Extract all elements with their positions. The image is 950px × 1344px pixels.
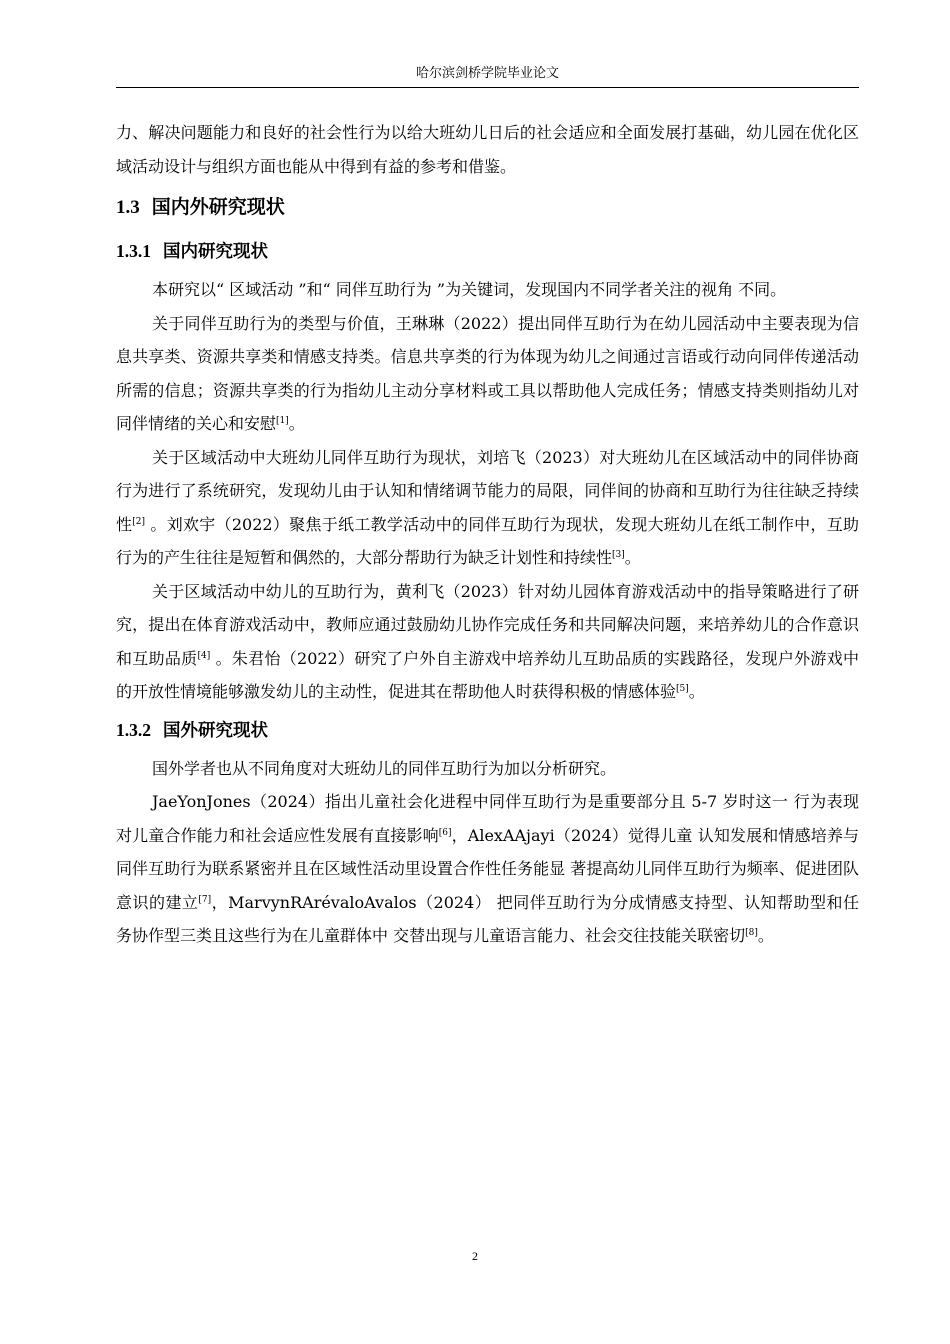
paragraph-text: 关于区域活动中大班幼儿同伴互助行为现状，刘培飞（2023）对大班幼儿在区域活动中的同伴协商行为进行了系统研究，发现幼儿由于认知和情绪调节能力的局限，同伴间的协商和互助行为往往缺乏持续性	[116, 447, 859, 534]
paragraph-keywords: 本研究以“ 区域活动 ”和“ 同伴互助行为 ”为关键词，发现国内不同学者关注的视角 不同。	[152, 280, 787, 299]
page-body	[116, 116, 859, 953]
citation-ref: [3]	[612, 550, 625, 560]
section-title: 国内外研究现状	[151, 196, 285, 218]
citation-ref: [8]	[745, 928, 758, 938]
paragraph-text: ，AlexAAjayi（2024）觉得儿童 认知发展和情感培养与同伴互助行为联系紧密并且在区域性活动里设置合作性任务能显 著提高幼儿同伴互助行为频率、促进团队意识的建立	[116, 825, 859, 912]
paragraph-text: 。朱君怡（2022）研究了户外自主游戏中培养幼儿互助品质的实践路径，发现户外游戏中的开放性情境能够激发幼儿的主动性，促进其在帮助他人时获得积极的情感体验	[116, 648, 859, 701]
paragraph-text: 关于同伴互助行为的类型与价值，王琳琳（2022）提出同伴互助行为在幼儿园活动中主要表现为信息共享类、资源共享类和情感支持类。信息共享类的行为体现为幼儿之间通过言语或行动向同伴传递活动所需的信息；资源共享类的行为指幼儿主动分享材料或工具以帮助他人完成任务；情感支持类则指幼儿对同伴情绪的关心和安慰	[116, 313, 859, 433]
paragraph-text: 。	[624, 548, 641, 567]
paragraph-text: 。	[288, 414, 305, 433]
citation-ref: [6]	[438, 827, 452, 838]
subsection-number: 1.3.2	[116, 719, 151, 740]
section-heading-1-3	[116, 185, 859, 230]
page-header	[116, 64, 859, 84]
subsection-heading-1-3-2	[116, 709, 859, 752]
subsection-heading-1-3-1	[116, 230, 859, 273]
paragraph-text: JaeYonJones（2024）指出儿童社会化进程中同伴互助行为是重要部分且 5-7 岁时这一 行为表现对儿童合作能力和社会适应性发展有直接影响	[116, 792, 859, 845]
paragraph-type-value	[116, 307, 859, 441]
citation-ref: [4]	[197, 650, 211, 661]
citation-ref: [1]	[276, 416, 289, 426]
paragraph-status	[116, 441, 859, 575]
paragraph-text: 。	[757, 926, 774, 945]
header-rule	[116, 87, 859, 88]
subsection-title: 国外研究现状	[163, 720, 268, 741]
citation-ref: [5]	[676, 684, 689, 694]
paragraph-continuation: 力、解决问题能力和良好的社会性行为以给大班幼儿日后的社会适应和全面发展打基础，幼儿园在优化区域活动设计与组织方面也能从中得到有益的参考和借鉴。	[116, 123, 859, 176]
page-footer	[0, 1248, 950, 1264]
citation-ref: [7]	[198, 894, 212, 905]
section-number: 1.3	[116, 197, 140, 218]
paragraph-text: 。	[688, 682, 705, 701]
citation-ref: [2]	[132, 516, 146, 527]
subsection-number: 1.3.1	[116, 241, 151, 261]
paragraph-foreign-intro: 国外学者也从不同角度对大班幼儿的同伴互助行为加以分析研究。	[152, 758, 617, 778]
subsection-title: 国内研究现状	[163, 242, 268, 262]
paragraph-text: 。刘欢宇（2022）聚焦于纸工教学活动中的同伴互助行为现状，发现大班幼儿在纸工制作中，互助行为的产生往往是短暂和偶然的，大部分帮助行为缺乏计划性和持续性	[116, 514, 859, 567]
paragraph-text: 关于区域活动中幼儿的互助行为，黄利飞（2023）针对幼儿园体育游戏活动中的指导策略进行了研究，提出在体育游戏活动中，教师应通过鼓励幼儿协作完成任务和共同解决问题，来培养幼儿的合作意识和互助品质	[116, 581, 859, 668]
header-title: 哈尔滨剑桥学院毕业论文	[415, 66, 559, 81]
paragraph-text: ，MarvynRArévaloAvalos（2024） 把同伴互助行为分成情感支持型、认知帮助型和任务协作型三类且这些行为在儿童群体中 交替出现与儿童语言能力、社会交往技能关联密切	[116, 892, 859, 945]
paragraph-foreign-studies	[116, 785, 859, 953]
page-number: 2	[472, 1249, 478, 1263]
paragraph-helping-behavior	[116, 575, 859, 709]
